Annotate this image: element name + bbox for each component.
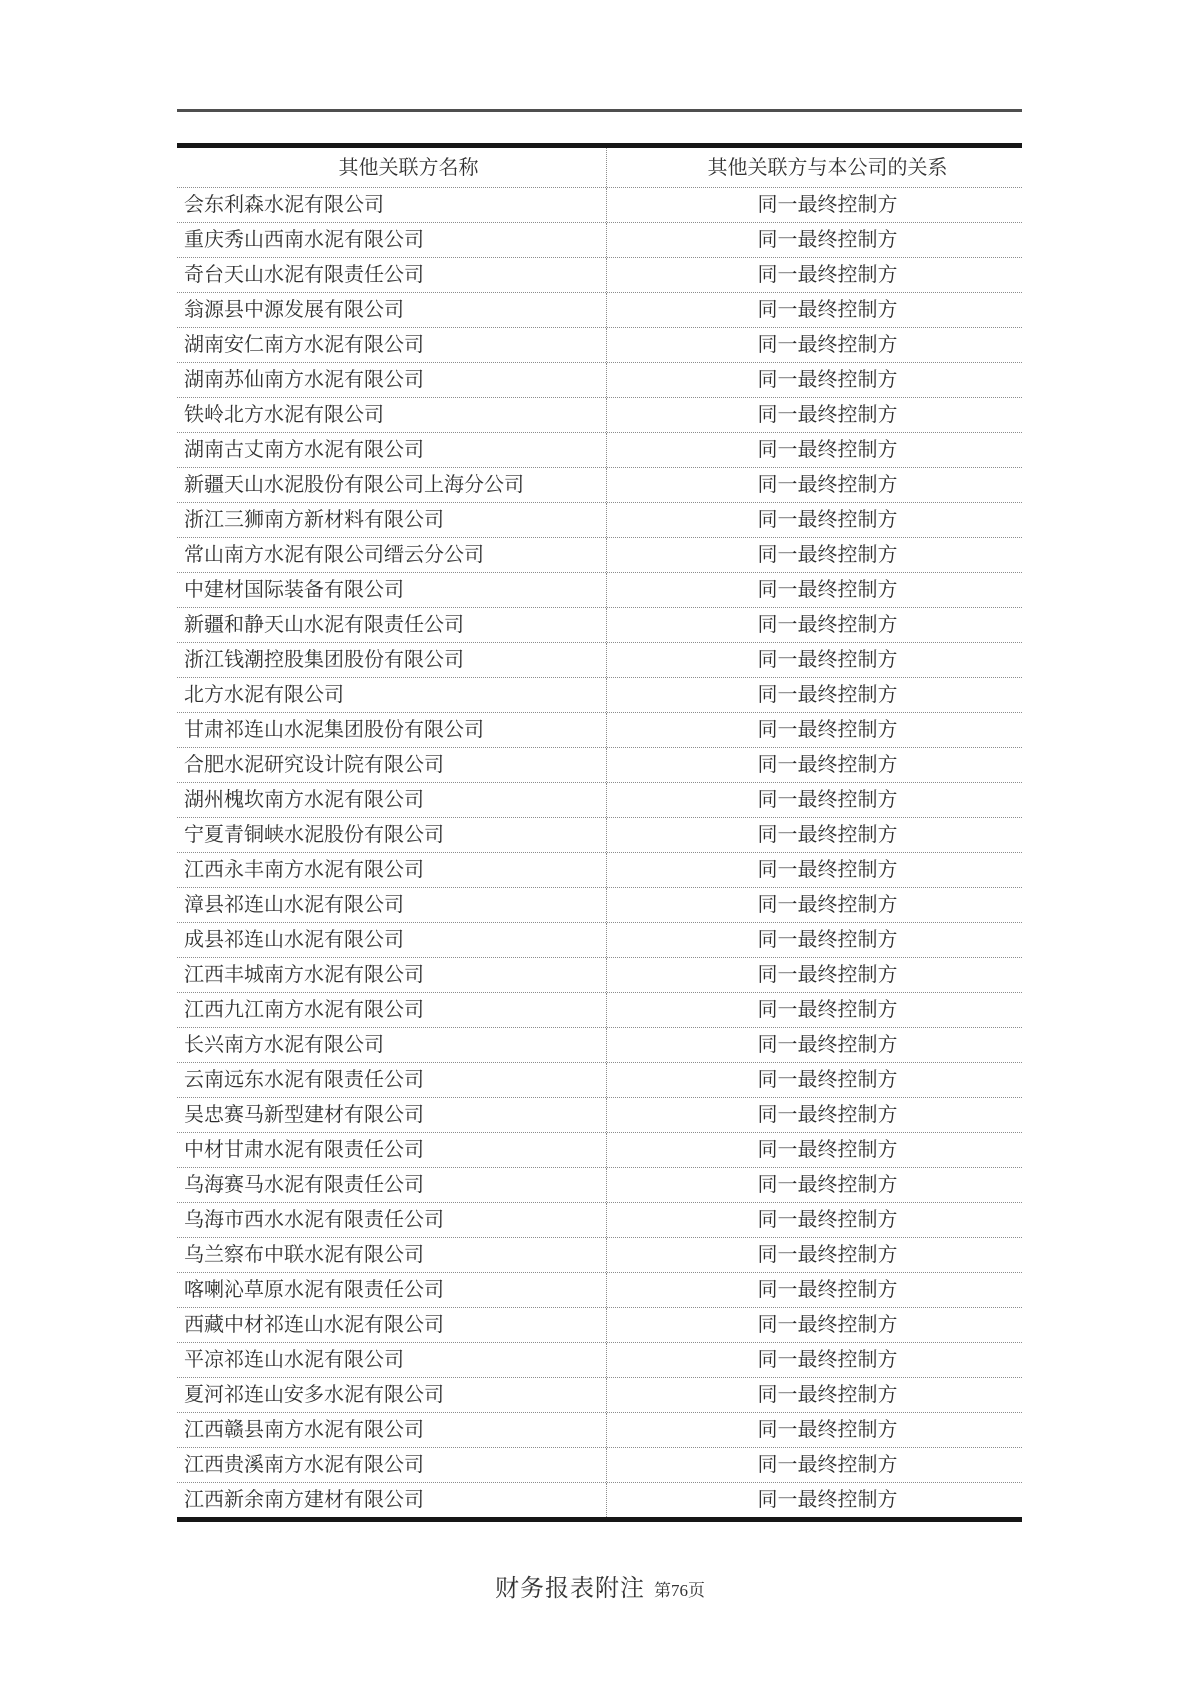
table-row <box>177 1203 1022 1238</box>
relation-cell: 同一最终控制方 <box>757 999 898 1021</box>
relation-cell: 同一最终控制方 <box>757 1454 898 1476</box>
relation-cell: 同一最终控制方 <box>757 1314 898 1336</box>
party-name-cell: 奇台天山水泥有限责任公司 <box>177 258 607 292</box>
party-name-cell: 新疆和静天山水泥有限责任公司 <box>177 608 607 642</box>
relation-cell: 同一最终控制方 <box>757 334 898 356</box>
relation-cell: 同一最终控制方 <box>757 1489 898 1511</box>
party-name-cell: 成县祁连山水泥有限公司 <box>177 923 607 957</box>
relation-cell: 同一最终控制方 <box>757 719 898 741</box>
relation-cell: 同一最终控制方 <box>757 1104 898 1126</box>
party-name-cell: 常山南方水泥有限公司缙云分公司 <box>177 538 607 572</box>
table-row <box>177 1168 1022 1203</box>
relation-cell: 同一最终控制方 <box>757 1139 898 1161</box>
table-row <box>177 1308 1022 1343</box>
party-name-cell: 长兴南方水泥有限公司 <box>177 1028 607 1062</box>
relation-cell: 同一最终控制方 <box>757 929 898 951</box>
relation-cell: 同一最终控制方 <box>757 614 898 636</box>
relation-cell: 同一最终控制方 <box>757 1034 898 1056</box>
page-footer <box>0 1568 1200 1603</box>
party-name-cell: 云南远东水泥有限责任公司 <box>177 1063 607 1097</box>
table-row <box>177 293 1022 328</box>
relation-cell: 同一最终控制方 <box>757 1209 898 1231</box>
table-row <box>177 1273 1022 1308</box>
relation-cell: 同一最终控制方 <box>757 369 898 391</box>
relation-cell: 同一最终控制方 <box>757 1419 898 1441</box>
relation-cell: 同一最终控制方 <box>757 264 898 286</box>
relation-cell: 同一最终控制方 <box>757 439 898 461</box>
table-row <box>177 538 1022 573</box>
relation-cell: 同一最终控制方 <box>757 964 898 986</box>
party-name-cell: 湖州槐坎南方水泥有限公司 <box>177 783 607 817</box>
party-name-cell: 湖南苏仙南方水泥有限公司 <box>177 363 607 397</box>
table-row <box>177 713 1022 748</box>
relation-cell: 同一最终控制方 <box>757 194 898 216</box>
table-row <box>177 573 1022 608</box>
relation-cell: 同一最终控制方 <box>757 789 898 811</box>
footer-title: 财务报表附注 <box>495 1576 645 1602</box>
relation-cell: 同一最终控制方 <box>757 684 898 706</box>
relation-cell: 同一最终控制方 <box>757 824 898 846</box>
party-name-cell: 西藏中材祁连山水泥有限公司 <box>177 1308 607 1342</box>
party-name-cell: 喀喇沁草原水泥有限责任公司 <box>177 1273 607 1307</box>
relation-cell: 同一最终控制方 <box>757 1244 898 1266</box>
party-name-cell: 江西贵溪南方水泥有限公司 <box>177 1448 607 1482</box>
relation-cell: 同一最终控制方 <box>757 1279 898 1301</box>
party-name-cell: 中建材国际装备有限公司 <box>177 573 607 607</box>
table-row <box>177 748 1022 783</box>
table-row <box>177 223 1022 258</box>
table-row <box>177 1483 1022 1517</box>
col-header-relation: 其他关联方与本公司的关系 <box>707 156 948 179</box>
party-name-cell: 合肥水泥研究设计院有限公司 <box>177 748 607 782</box>
party-name-cell: 乌海赛马水泥有限责任公司 <box>177 1168 607 1202</box>
table-row <box>177 1133 1022 1168</box>
relation-cell: 同一最终控制方 <box>757 649 898 671</box>
table-row <box>177 433 1022 468</box>
table-row <box>177 993 1022 1028</box>
table-row <box>177 1343 1022 1378</box>
relation-cell: 同一最终控制方 <box>757 544 898 566</box>
related-parties-table <box>177 143 1022 1522</box>
col-header-party-name: 其他关联方名称 <box>177 148 607 187</box>
table-row <box>177 888 1022 923</box>
table-row <box>177 1378 1022 1413</box>
table-row <box>177 1413 1022 1448</box>
table-header-row <box>177 148 1022 188</box>
table-row <box>177 678 1022 713</box>
party-name-cell: 湖南古丈南方水泥有限公司 <box>177 433 607 467</box>
relation-cell: 同一最终控制方 <box>757 509 898 531</box>
table-row <box>177 783 1022 818</box>
footer-page-number: 第76页 <box>654 1581 705 1600</box>
relation-cell: 同一最终控制方 <box>757 579 898 601</box>
table-row <box>177 398 1022 433</box>
party-name-cell: 江西赣县南方水泥有限公司 <box>177 1413 607 1447</box>
party-name-cell: 新疆天山水泥股份有限公司上海分公司 <box>177 468 607 502</box>
party-name-cell: 乌海市西水水泥有限责任公司 <box>177 1203 607 1237</box>
party-name-cell: 北方水泥有限公司 <box>177 678 607 712</box>
table-row <box>177 1098 1022 1133</box>
party-name-cell: 湖南安仁南方水泥有限公司 <box>177 328 607 362</box>
relation-cell: 同一最终控制方 <box>757 754 898 776</box>
party-name-cell: 平凉祁连山水泥有限公司 <box>177 1343 607 1377</box>
relation-cell: 同一最终控制方 <box>757 1384 898 1406</box>
table-row <box>177 1238 1022 1273</box>
party-name-cell: 浙江三狮南方新材料有限公司 <box>177 503 607 537</box>
table-row <box>177 188 1022 223</box>
relation-cell: 同一最终控制方 <box>757 894 898 916</box>
relation-cell: 同一最终控制方 <box>757 1069 898 1091</box>
party-name-cell: 会东利森水泥有限公司 <box>177 188 607 222</box>
party-name-cell: 夏河祁连山安多水泥有限公司 <box>177 1378 607 1412</box>
party-name-cell: 铁岭北方水泥有限公司 <box>177 398 607 432</box>
party-name-cell: 漳县祁连山水泥有限公司 <box>177 888 607 922</box>
table-row <box>177 1028 1022 1063</box>
party-name-cell: 重庆秀山西南水泥有限公司 <box>177 223 607 257</box>
party-name-cell: 乌兰察布中联水泥有限公司 <box>177 1238 607 1272</box>
relation-cell: 同一最终控制方 <box>757 299 898 321</box>
party-name-cell: 江西新余南方建材有限公司 <box>177 1483 607 1517</box>
table-row <box>177 503 1022 538</box>
table-row <box>177 1448 1022 1483</box>
relation-cell: 同一最终控制方 <box>757 1349 898 1371</box>
table-row <box>177 468 1022 503</box>
table-row <box>177 258 1022 293</box>
party-name-cell: 翁源县中源发展有限公司 <box>177 293 607 327</box>
relation-cell: 同一最终控制方 <box>757 859 898 881</box>
party-name-cell: 甘肃祁连山水泥集团股份有限公司 <box>177 713 607 747</box>
relation-cell: 同一最终控制方 <box>757 404 898 426</box>
party-name-cell: 浙江钱潮控股集团股份有限公司 <box>177 643 607 677</box>
table-row <box>177 643 1022 678</box>
table-row <box>177 363 1022 398</box>
party-name-cell: 中材甘肃水泥有限责任公司 <box>177 1133 607 1167</box>
table-row <box>177 1063 1022 1098</box>
party-name-cell: 宁夏青铜峡水泥股份有限公司 <box>177 818 607 852</box>
party-name-cell: 江西丰城南方水泥有限公司 <box>177 958 607 992</box>
party-name-cell: 江西九江南方水泥有限公司 <box>177 993 607 1027</box>
party-name-cell: 江西永丰南方水泥有限公司 <box>177 853 607 887</box>
table-row <box>177 923 1022 958</box>
table-row <box>177 958 1022 993</box>
page-header-rule <box>177 109 1022 112</box>
table-row <box>177 328 1022 363</box>
table-row <box>177 608 1022 643</box>
relation-cell: 同一最终控制方 <box>757 1174 898 1196</box>
party-name-cell: 吴忠赛马新型建材有限公司 <box>177 1098 607 1132</box>
table-row <box>177 853 1022 888</box>
relation-cell: 同一最终控制方 <box>757 229 898 251</box>
table-row <box>177 818 1022 853</box>
relation-cell: 同一最终控制方 <box>757 474 898 496</box>
